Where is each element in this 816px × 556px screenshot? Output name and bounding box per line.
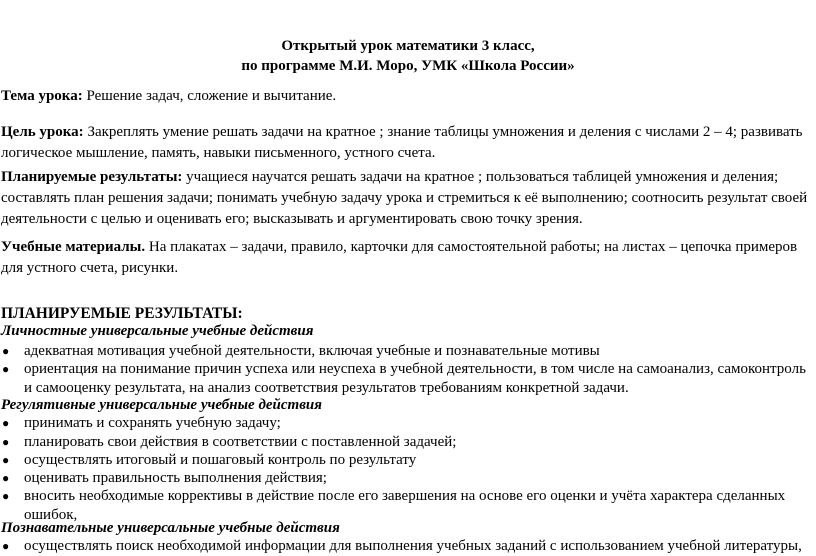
bullet-icon: ● — [2, 489, 10, 503]
list-item-text: принимать и сохранять учебную задачу; — [24, 415, 281, 431]
title-line-1: Открытый урок математики 3 класс, — [281, 38, 535, 54]
personal-heading: Личностные универсальные учебные действия — [1, 323, 314, 339]
list-item — [0, 537, 814, 556]
list-item-text: адекватная мотивация учебной деятельности, включая учебные и познавательные мотивы — [24, 343, 600, 359]
list-item — [0, 414, 814, 433]
topic-label: Тема урока: — [1, 88, 83, 104]
list-item — [0, 451, 814, 470]
goal-text: Закреплять умение решать задачи на кратное ; знание таблицы умножения и деления с числами 2 – 4; развивать логическое мышление, память, навыки письменного, устного счета. — [1, 124, 803, 161]
topic-text: Решение задач, сложение и вычитание. — [82, 88, 337, 104]
bullet-icon: ● — [2, 362, 10, 376]
bullet-icon: ● — [2, 435, 10, 449]
planned-results-heading: ПЛАНИРУЕМЫЕ РЕЗУЛЬТАТЫ: — [1, 305, 243, 322]
results-paragraph — [1, 167, 813, 230]
bullet-icon: ● — [2, 453, 10, 467]
bullet-icon: ● — [2, 471, 10, 485]
bullet-icon: ● — [2, 344, 10, 358]
list-item-text: осуществлять итоговый и пошаговый контроль по результату — [24, 452, 417, 468]
list-item — [0, 342, 814, 361]
results-label: Планируемые результаты: — [1, 169, 183, 185]
bullet-icon: ● — [2, 539, 10, 553]
topic-paragraph — [1, 86, 813, 107]
regulative-heading: Регулятивные универсальные учебные действия — [1, 397, 322, 413]
cognitive-heading: Познавательные универсальные учебные действия — [1, 520, 340, 536]
list-item — [0, 469, 814, 488]
bullet-icon: ● — [2, 416, 10, 430]
list-item — [0, 360, 814, 398]
materials-paragraph — [1, 237, 813, 279]
list-item-text: ориентация на понимание причин успеха или неуспеха в учебной деятельности, в том числе на самоанализ, самоконтроль и самооценку результата, на анализ соответствия результатов требованиям конкретной задачи. — [24, 361, 806, 396]
document-title — [0, 37, 816, 75]
list-item-text: осуществлять поиск необходимой информации для выполнения учебных заданий с использованием учебной литературы, — [24, 538, 802, 554]
materials-label: Учебные материалы. — [1, 239, 146, 255]
list-item-text: планировать свои действия в соответствии с поставленной задачей; — [24, 434, 457, 450]
list-item — [0, 433, 814, 452]
materials-text: На плакатах – задачи, правило, карточки для самостоятельной работы; на листах – цепочка примеров для устного счета, рисунки. — [1, 239, 798, 276]
list-item-text: вносить необходимые коррективы в действие после его завершения на основе его оценки и учёта характера сделанных ошибок, — [24, 488, 786, 523]
goal-paragraph — [1, 122, 813, 164]
goal-label: Цель урока: — [1, 124, 84, 140]
title-line-2: по программе М.И. Моро, УМК «Школа России» — [241, 58, 575, 74]
results-text: учащиеся научатся решать задачи на кратное ; пользоваться таблицей умножения и деления; составлять план решения задачи; понимать учебную задачу урока и стремиться к её выполнению; соотносить результат своей деятельности с целью и оценивать его; высказывать и аргументировать свою точку зрения. — [1, 169, 808, 227]
list-item-text: оценивать правильность выполнения действия; — [24, 470, 327, 486]
